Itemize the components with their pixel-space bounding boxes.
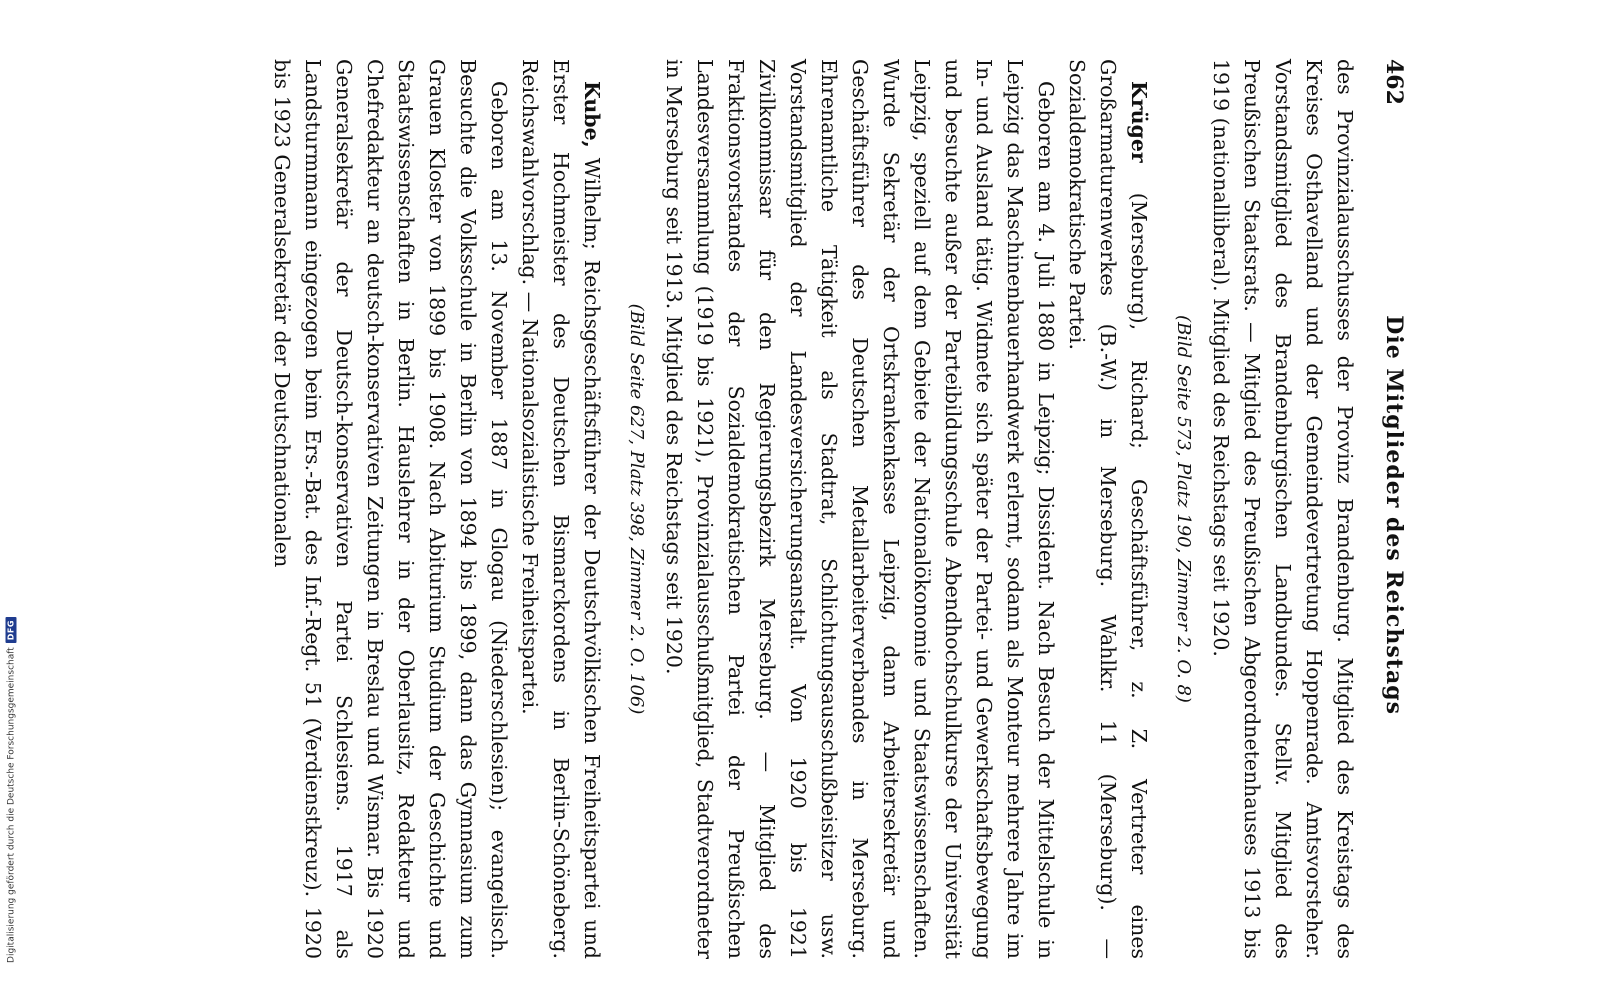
entry-bio: Geboren am 4. Juli 1880 in Leipzig; Dissident. Nach Besuch der Mittelschule in Leipzig das Maschinenbauerhandwerk erlernt, sodann als Monteur mehrere Jahre im In- und Ausland tätig. Widmete sich später der Partei- und Gewerkschaftsbewegung und besuchte außer der Parteibildungsschule Abendhochschulkurse der Universität Leipzig, speziell auf dem Gebiete der Nationalökonomie und Staatswissenschaften. Wurde Sekretär der Ortskrankenkasse Leipzig, dann Arbeitersekretär und Geschäftsführer des Deutschen Metallarbeiterverbandes in Merseburg. Ehrenamtliche Tätigkeit als Stadtrat, Schlichtungsausschußbeisitzer usw. Vorstandsmitglied der Landesversicherungsanstalt. Von 1920 bis 1921 Zivilkommissar für den Regierungsbezirk Merseburg. — Mitglied des Fraktionsvorstandes der Sozialdemokratischen Partei der Preußischen Landesversammlung (1919 bis 1921), Provinzialausschußmitglied, Stadtverordneter in Merseburg seit 1913. Mitglied des Reichstags seit 1920. (662, 59, 1058, 959)
digitization-credit (6, 617, 17, 963)
page-wrapper (99, 49, 1419, 969)
entry-text: des Provinzialausschusses der Provinz Brandenburg. Mitglied des Kreistags des Kreises Osthavelland und der Gemeindevertretung Hoppenrade. Amtsvorsteher. Vorstandsmitglied des Brandenburgischen Landbundes. Stellv. Mitglied des Preußischen Staatsrats. — Mitglied des Preußischen Abgeordnetenhauses 1913 bis 1919 (nationalliberal). Mitglied des Reichstags seit 1920. (1209, 59, 1357, 959)
credit-text: Digitalisierung gefördert durch die Deutsche Forschungsgemeinschaft (6, 647, 16, 963)
entry-krueger (621, 59, 1154, 959)
photo-reference: (Bild Seite 627, Platz 398, Zimmer 2. O. 106) (626, 303, 647, 715)
entry-continuation (1168, 59, 1360, 959)
member-name: Kube, (580, 81, 604, 148)
entry-intro-text: (Merseburg), Richard; Geschäftsführer, z. Z. Vertreter eines Großarmaturenwerkes (B.-W.) in Merseburg. Wahlkr. 11 (Merseburg). — Sozialdemokratische Partei. (1065, 59, 1151, 959)
photo-reference: (Bild Seite 573, Platz 190, Zimmer 2. O. 8) (1173, 315, 1194, 703)
side-credit (0, 0, 22, 1000)
entry-intro (1061, 59, 1154, 959)
entry-kube (266, 59, 607, 959)
running-title: Die Mitglieder des Reichstags (1381, 315, 1407, 715)
entry-intro-text: Wilhelm; Reichsgeschäftsführer der Deutschvölkischen Freiheitspartei und Erster Hochmeister des Deutschen Bismarckordens in Berlin-Schöneberg. Reichswahlvorschlag. — Nationalsozialistische Freiheitspartei. (518, 59, 604, 959)
page-header (1378, 59, 1409, 959)
entry-intro (514, 59, 607, 959)
document-page (109, 59, 1409, 959)
entry-bio: Geboren am 13. November 1887 in Glogau (Niederschlesien); evangelisch. Besuchte die Volksschule in Berlin von 1894 bis 1899, dann das Gymnasium zum Grauen Kloster von 1899 bis 1908. Nach Abiturium Studium der Geschichte und Staatswissenschaften in Berlin. Hauslehrer in der Oberlausitz, Redakteur und Chefredakteur an deutsch-konservativen Zeitungen in Breslau und Wismar. Bis 1920 Generalsekretär der Deutsch-konservativen Partei Schlesiens. 1917 als Landsturmmann eingezogen beim Ers.-Bat. des Inf.-Regt. 51 (Verdienstkreuz). 1920 bis 1923 Generalsekretär der Deutschnationalen (270, 59, 511, 959)
dfg-logo-icon: DFG (6, 617, 17, 643)
member-name: Krüger (1127, 81, 1151, 163)
page-number: 462 (1381, 59, 1407, 105)
